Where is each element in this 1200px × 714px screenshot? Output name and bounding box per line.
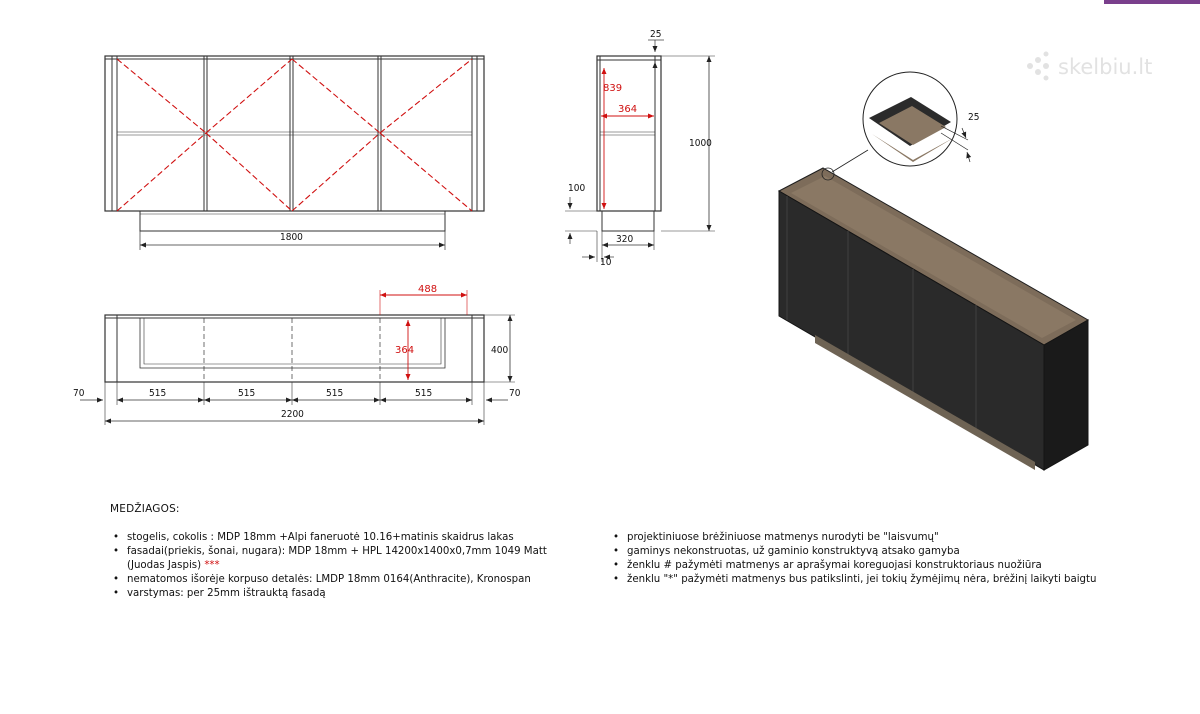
top-right-overhang-label: 70 bbox=[509, 388, 521, 399]
side-setback-label: 10 bbox=[600, 257, 612, 268]
iso-detail-label: 25 bbox=[968, 112, 980, 123]
general-note-text: ženklu # pažymėti matmenys ar aprašymai koreguojasi konstruktoriaus nuožiūra bbox=[627, 560, 1042, 571]
watermark bbox=[1027, 52, 1152, 81]
top-detail-depth-label: 364 bbox=[395, 345, 415, 356]
materials-item-text: nematomos išorėje korpuso detalės: LMDP 18mm 0164(Anthracite), Kronospan bbox=[127, 574, 531, 585]
top-total-label: 2200 bbox=[281, 409, 304, 420]
isometric-view bbox=[779, 72, 1088, 470]
top-segment-label-2: 515 bbox=[238, 388, 256, 399]
general-note-item bbox=[611, 573, 1171, 587]
general-note-item bbox=[611, 531, 1171, 545]
materials-item-text: varstymas: per 25mm ištrauktą fasadą bbox=[127, 588, 326, 599]
top-segment-label-4: 515 bbox=[415, 388, 433, 399]
general-note-text: gaminys nekonstruotas, už gaminio konstruktyvą atsako gamyba bbox=[627, 546, 960, 557]
general-note-text: projektiniuose brėžiniuose matmenys nurodyti be "laisvumų" bbox=[627, 532, 939, 543]
side-top-label: 25 bbox=[650, 29, 662, 40]
general-note-item bbox=[611, 559, 1171, 573]
materials-item-text: fasadai(priekis, šonai, nugara): MDP 18mm + HPL 14200x1400x0,7mm 1049 Matt (Juodas Jaspis) bbox=[127, 546, 547, 571]
side-height-label: 1000 bbox=[689, 138, 712, 149]
top-left-overhang-label: 70 bbox=[73, 388, 85, 399]
front-view bbox=[105, 56, 484, 250]
notes-title: MEDŽIAGOS: bbox=[110, 503, 180, 515]
side-inner-height-label: 839 bbox=[603, 83, 623, 94]
front-width-label: 1800 bbox=[280, 232, 303, 243]
side-view bbox=[565, 40, 715, 262]
side-inner-depth-label: 364 bbox=[618, 104, 638, 115]
top-detail-width-label: 488 bbox=[418, 284, 438, 295]
side-depth-label: 320 bbox=[616, 234, 634, 245]
top-segment-label-1: 515 bbox=[149, 388, 167, 399]
materials-item bbox=[111, 545, 561, 573]
watermark-logo-icon bbox=[1027, 52, 1049, 81]
general-note-text: ženklu "*" pažymėti matmenys bus patikslinti, jei tokių žymėjimų nėra, brėžinį laikyti baigtu bbox=[627, 574, 1097, 585]
materials-marker: *** bbox=[204, 560, 220, 571]
materials-item-text: stogelis, cokolis : MDP 18mm +Alpi faneruotė 10.16+matinis skaidrus lakas bbox=[127, 532, 514, 543]
materials-list bbox=[111, 531, 561, 601]
top-view bbox=[80, 290, 515, 425]
top-depth-label: 400 bbox=[491, 345, 509, 356]
general-notes-list bbox=[611, 531, 1171, 587]
materials-item bbox=[111, 587, 561, 601]
watermark-text: skelbiu.lt bbox=[1058, 55, 1153, 79]
materials-item bbox=[111, 531, 561, 545]
general-note-item bbox=[611, 545, 1171, 559]
top-segment-label-3: 515 bbox=[326, 388, 344, 399]
top-view-hidden-lines bbox=[204, 318, 380, 382]
side-plinth-label: 100 bbox=[568, 183, 586, 194]
materials-item bbox=[111, 573, 561, 587]
